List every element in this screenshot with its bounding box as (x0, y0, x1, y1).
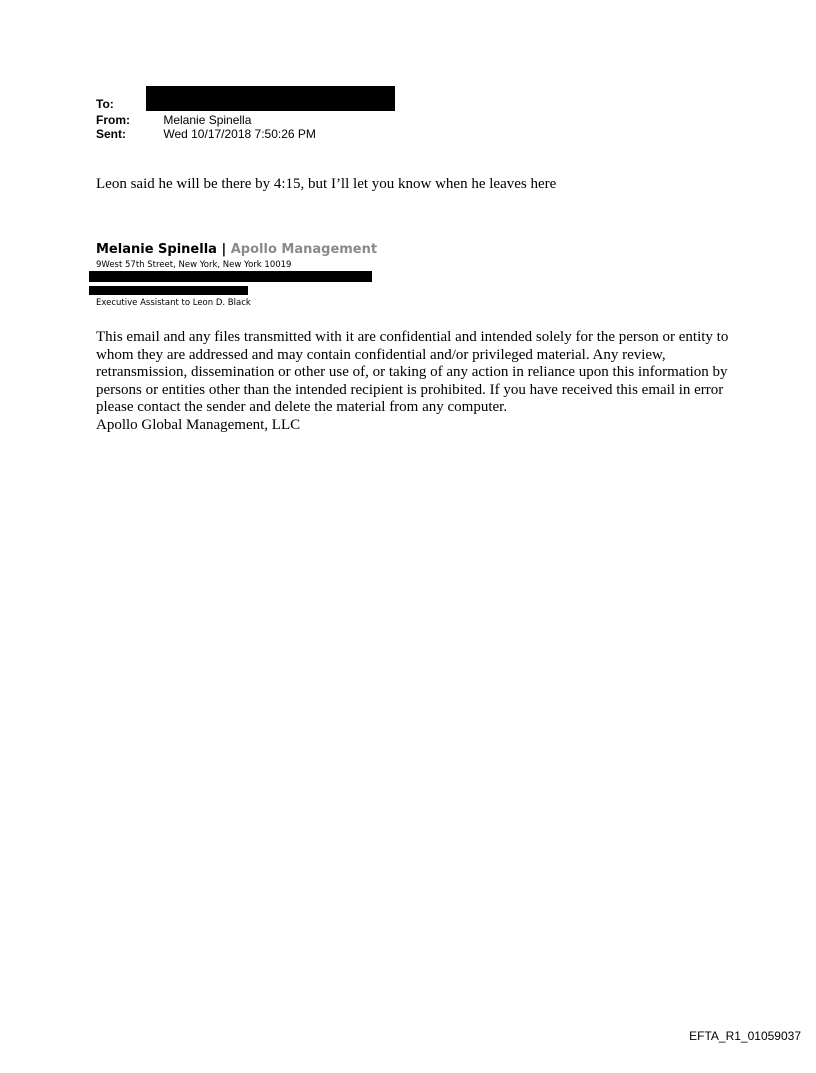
signature-address: 9West 57th Street, New York, New York 10019 (96, 260, 292, 270)
to-redaction-block (146, 86, 395, 111)
signature-redaction-2 (89, 286, 248, 295)
sent-label: Sent: (96, 127, 126, 141)
signature-name: Melanie Spinella (96, 242, 217, 257)
from-value: Melanie Spinella (163, 113, 252, 127)
to-label: To: (96, 97, 114, 111)
signature-company: Apollo Management (230, 242, 378, 257)
signature-name-line (96, 242, 377, 257)
signature-separator: | (221, 242, 227, 257)
from-label: From: (96, 113, 130, 127)
sent-row (96, 127, 316, 141)
disclaimer-text: This email and any files transmitted with it are confidential and intended solely for the person or entity to whom they are addressed and may contain confidential and/or privileged material. Any review, retransmission, dissemination or other use of, or taking of any action in reliance upon this information by persons or entities other than the intended recipient is prohibited. If you have received this email in error please contact the sender and delete the material from any computer. (96, 329, 729, 415)
sent-value: Wed 10/17/2018 7:50:26 PM (163, 127, 316, 141)
message-body: Leon said he will be there by 4:15, but I’ll let you know when he leaves here (96, 176, 557, 192)
from-row (96, 113, 251, 127)
signature-title: Executive Assistant to Leon D. Black (96, 298, 251, 308)
signature-redaction-1 (89, 271, 372, 282)
document-id: EFTA_R1_01059037 (689, 1029, 801, 1043)
disclaimer (96, 329, 736, 434)
disclaimer-company: Apollo Global Management, LLC (96, 416, 301, 433)
